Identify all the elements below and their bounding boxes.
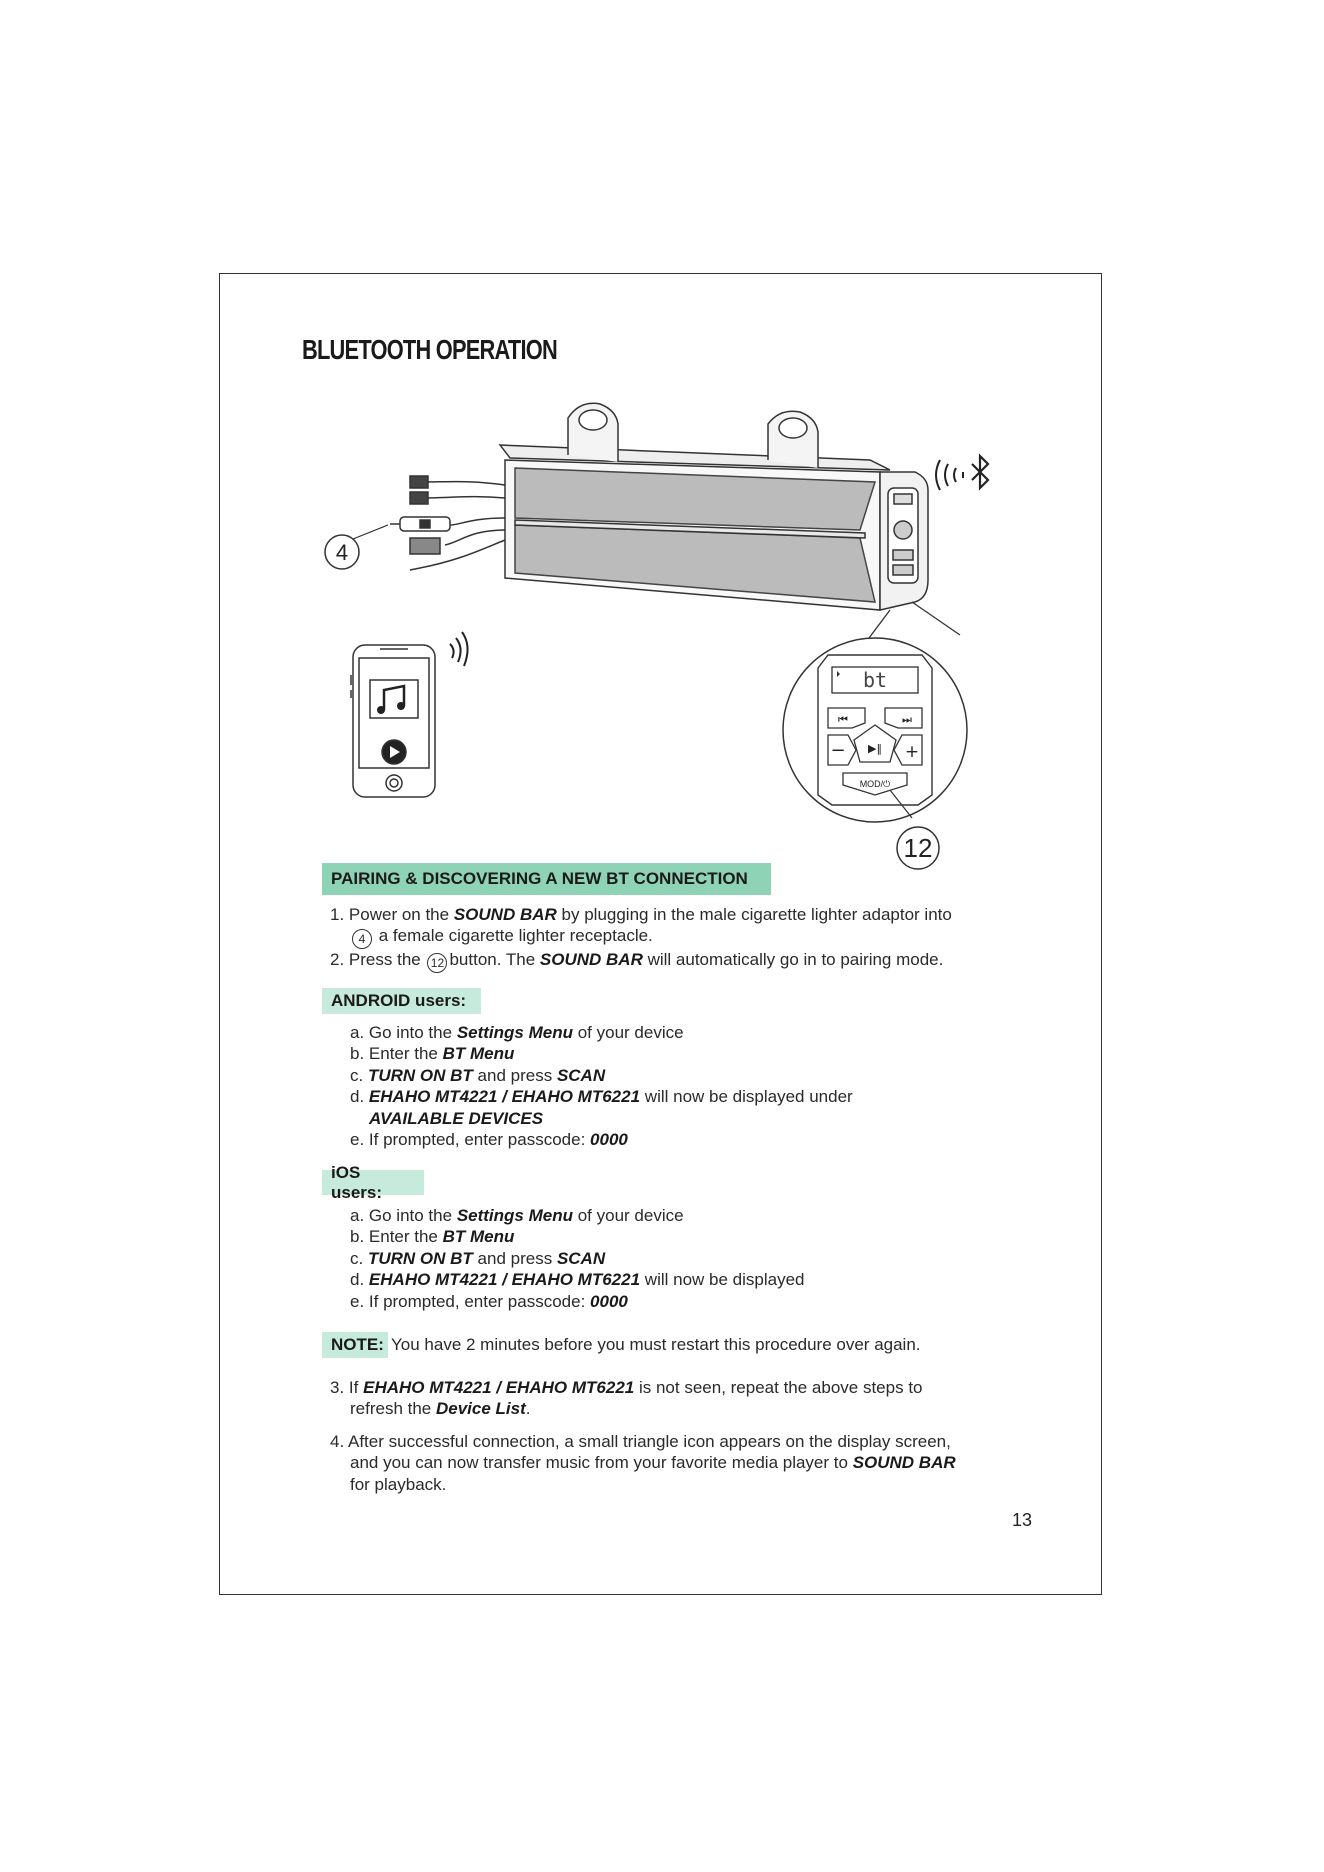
android-step-a: a. Go into the Settings Menu of your device: [350, 1023, 684, 1042]
step-1: 1. Power on the SOUND BAR by plugging in the male cigarette lighter adaptor into: [330, 905, 952, 924]
smartphone-illustration: [351, 645, 435, 797]
ios-step-d: d. EHAHO MT4221 / EHAHO MT6221 will now be displayed: [350, 1270, 805, 1289]
display-screen: bt: [862, 668, 888, 692]
ios-step-b: b. Enter the BT Menu: [350, 1227, 515, 1246]
step-4-cont-2: for playback.: [350, 1475, 447, 1494]
cables-illustration: [390, 476, 505, 570]
step-1-cont: 4 a female cigarette lighter receptacle.: [350, 925, 653, 949]
svg-text:MOD/⏻: MOD/⏻: [859, 779, 891, 789]
callout-4: [325, 525, 388, 569]
android-step-b: b. Enter the BT Menu: [350, 1044, 515, 1063]
step-3-cont: refresh the Device List.: [350, 1399, 531, 1418]
ios-heading: iOS users:: [322, 1170, 424, 1195]
android-step-e: e. If prompted, enter passcode: 0000: [350, 1130, 628, 1149]
svg-text:⏮: ⏮: [838, 713, 848, 726]
svg-text:4: 4: [335, 540, 349, 565]
phone-signal-icon: [450, 632, 468, 666]
note-text: You have 2 minutes before you must restart this procedure over again.: [391, 1335, 921, 1354]
step-4-cont: and you can now transfer music from your favorite media player to SOUND BAR: [350, 1453, 956, 1472]
step-3: 3. If EHAHO MT4221 / EHAHO MT6221 is not seen, repeat the above steps to: [330, 1378, 923, 1397]
note-label: NOTE:: [322, 1332, 388, 1358]
callout-ref-12: 12: [427, 953, 447, 973]
product-illustration: [300, 390, 1020, 880]
svg-text:▶‖: ▶‖: [868, 742, 882, 755]
ios-step-e: e. If prompted, enter passcode: 0000: [350, 1292, 628, 1311]
sound-bar-illustration: [500, 403, 928, 610]
android-heading: ANDROID users:: [322, 988, 481, 1014]
callout-ref-4: 4: [352, 929, 372, 949]
ios-step-a: a. Go into the Settings Menu of your device: [350, 1206, 684, 1225]
step-2: 2. Press the 12 button. The SOUND BAR will automatically go in to pairing mode.: [330, 949, 943, 973]
ios-step-c: c. TURN ON BT and press SCAN: [350, 1249, 606, 1268]
svg-text:−: −: [830, 740, 846, 761]
svg-text:⏭: ⏭: [902, 713, 912, 726]
android-step-d-cont: AVAILABLE DEVICES: [369, 1109, 544, 1128]
android-step-d: d. EHAHO MT4221 / EHAHO MT6221 will now be displayed under: [350, 1087, 853, 1106]
bluetooth-signal-icon: [936, 460, 963, 490]
page-title: BLUETOOTH OPERATION: [302, 334, 557, 365]
control-panel-zoom: [783, 638, 967, 822]
svg-text:+: +: [904, 742, 920, 762]
bluetooth-icon: [972, 456, 988, 488]
svg-text:12: 12: [903, 833, 933, 863]
step-4: 4. After successful connection, a small triangle icon appears on the display screen,: [330, 1432, 951, 1451]
android-step-c: c. TURN ON BT and press SCAN: [350, 1066, 606, 1085]
pairing-heading: PAIRING & DISCOVERING A NEW BT CONNECTION: [322, 863, 771, 895]
page-number: 13: [1012, 1510, 1033, 1530]
